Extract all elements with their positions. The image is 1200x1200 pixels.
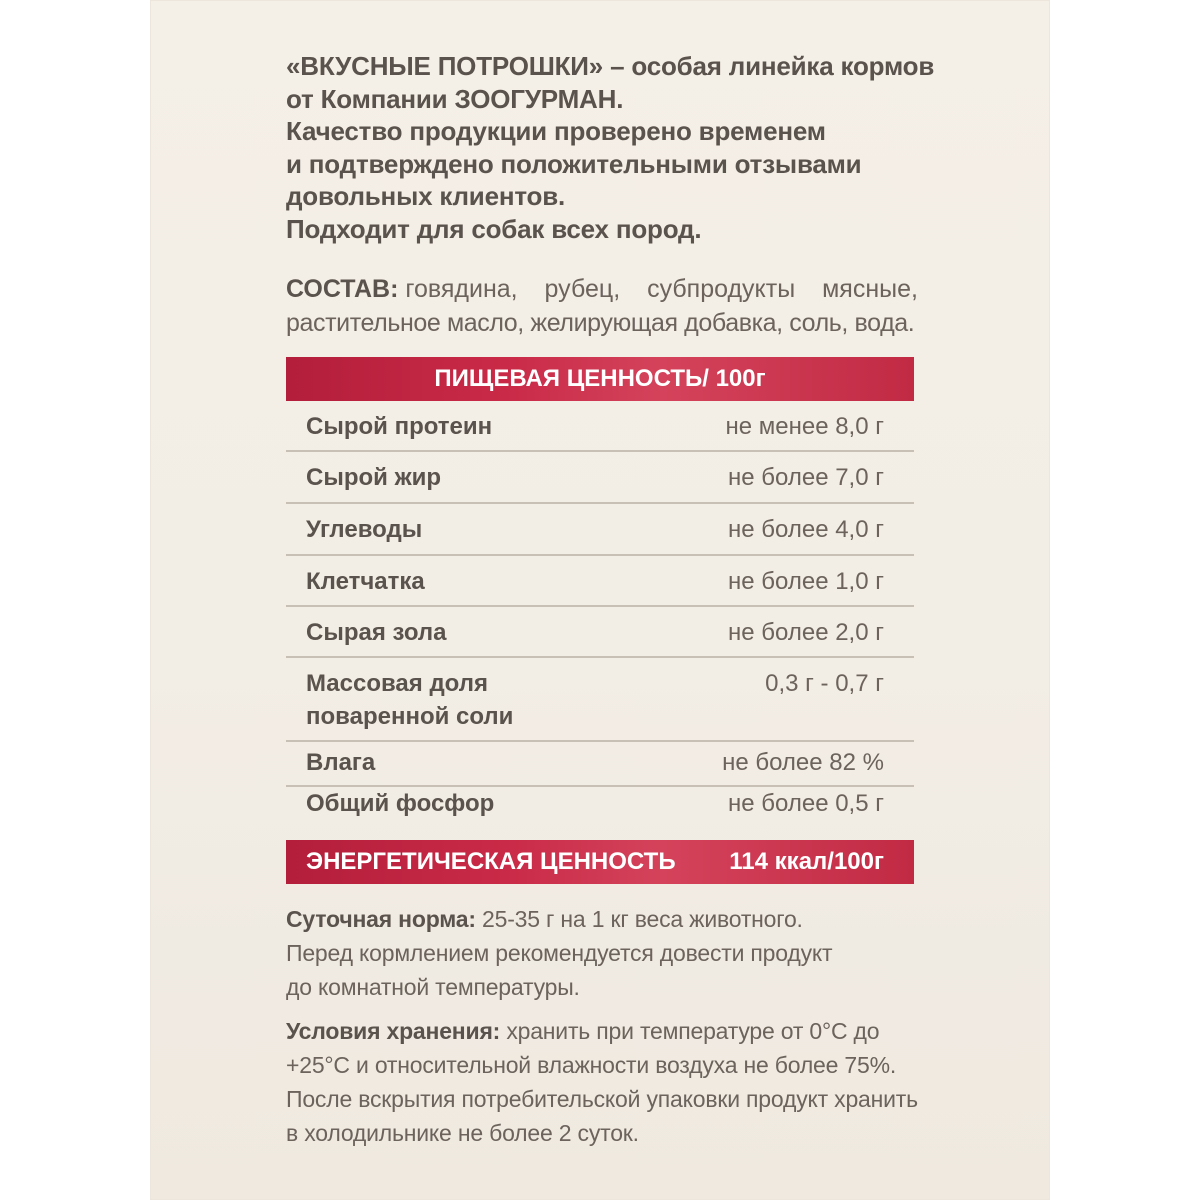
storage-line: в холодильнике не более 2 суток. (286, 1120, 639, 1146)
nutrient-value: не менее 8,0 г (725, 413, 884, 440)
table-row (286, 452, 914, 504)
intro-text (286, 50, 935, 245)
intro-line: и подтверждено положительными отзывами (286, 148, 862, 179)
intro-line: Качество продукции проверено временем (286, 116, 826, 146)
nutrient-name: Углеводы (306, 516, 423, 543)
daily-norm-label: Суточная норма: (286, 906, 476, 932)
table-row (286, 607, 914, 658)
nutrient-value: не более 82 % (722, 749, 884, 776)
intro-line: от Компании ЗООГУРМАН. (286, 83, 624, 114)
table-row (286, 401, 914, 452)
energy-value-band (286, 840, 914, 884)
daily-norm-line (286, 902, 926, 936)
nutrient-value: не более 4,0 г (728, 516, 884, 543)
storage-line: После вскрытия потребительской упаковки продукт хранить (286, 1086, 918, 1112)
daily-norm-line: Перед кормлением рекомендуется довести продукт (286, 940, 833, 966)
storage-line: +25°С и относительной влажности воздуха не более 75%. (286, 1052, 897, 1078)
intro-line: довольных клиентов. (286, 181, 566, 211)
nutrient-name: Сырая зола (306, 619, 447, 646)
nutrient-name: Сырой жир (306, 464, 441, 491)
energy-label: ЭНЕРГЕТИЧЕСКАЯ ЦЕННОСТЬ (306, 848, 676, 875)
table-row (286, 742, 914, 787)
daily-norm-line: до комнатной температуры. (286, 974, 580, 1000)
table-row (286, 787, 914, 827)
nutrient-value: 0,3 г - 0,7 г (765, 670, 884, 697)
storage-line (286, 1014, 926, 1048)
nutrient-name-line: поваренной соли (306, 703, 514, 730)
intro-line: Подходит для собак всех пород. (286, 213, 702, 244)
composition-word: говядина, (405, 275, 518, 303)
daily-norm-text: 25-35 г на 1 кг веса животного. (475, 906, 803, 932)
composition-line-2: растительное масло, желирующая добавка, соль, вода. (286, 309, 915, 337)
table-row (286, 504, 914, 556)
table-row (286, 556, 914, 607)
composition-word: рубец, (544, 275, 621, 303)
nutrient-value: не более 7,0 г (728, 464, 884, 491)
nutrient-name: Общий фосфор (306, 790, 495, 817)
nutrient-name-line: Массовая доля (306, 670, 488, 697)
table-row (286, 658, 914, 742)
nutrient-name: Сырой протеин (306, 413, 493, 440)
nutrient-value: не более 2,0 г (728, 619, 884, 646)
storage-text: хранить при температуре от 0°С до (500, 1018, 880, 1044)
intro-line: «ВКУСНЫЕ ПОТРОШКИ» – особая линейка кормов (286, 51, 935, 81)
usage-notes (286, 902, 926, 1150)
nutrition-header: ПИЩЕВАЯ ЦЕННОСТЬ/ 100г (286, 357, 914, 401)
composition-word: субпродукты (647, 275, 796, 303)
storage-label: Условия хранения: (286, 1018, 501, 1044)
composition-line-1 (286, 272, 918, 306)
nutrient-name (306, 667, 513, 733)
energy-value: 114 ккал/100г (729, 848, 884, 875)
composition-block (286, 272, 918, 340)
composition-word: мясные, (822, 275, 918, 303)
nutrient-name: Клетчатка (306, 568, 425, 595)
nutrient-name: Влага (306, 749, 376, 776)
nutrient-value: не более 0,5 г (728, 790, 884, 817)
composition-label: СОСТАВ: (286, 275, 399, 303)
nutrient-value: не более 1,0 г (728, 568, 884, 595)
nutrition-table (286, 401, 914, 827)
